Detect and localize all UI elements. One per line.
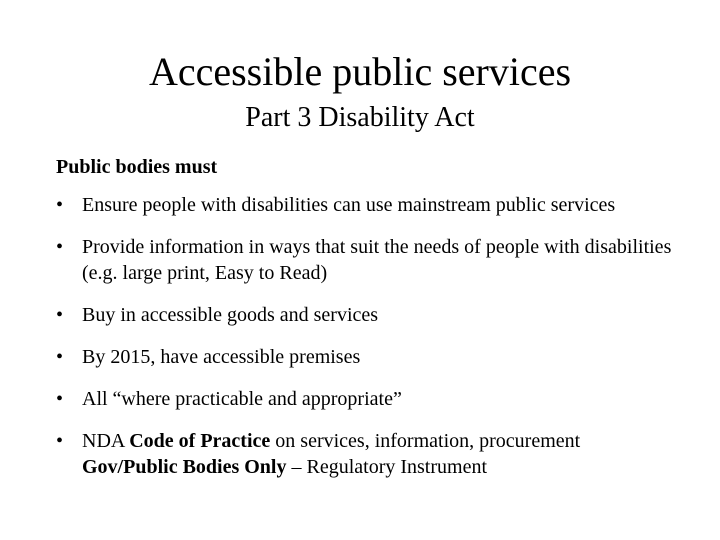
nda-text: NDA xyxy=(82,430,130,452)
bullet-item xyxy=(56,302,676,328)
bullet-item-code-of-practice xyxy=(56,428,676,480)
slide-title: Accessible public services xyxy=(148,49,572,94)
bullet-icon: • xyxy=(56,346,64,368)
bullet-text xyxy=(82,430,580,478)
bullet-icon: • xyxy=(56,236,64,258)
code-of-practice-text: Code of Practice xyxy=(129,430,271,452)
bullet-icon: • xyxy=(56,194,64,216)
bullet-icon: • xyxy=(56,388,64,410)
bullet-list xyxy=(56,192,676,496)
bullet-item xyxy=(56,344,676,370)
bullet-item xyxy=(56,192,676,218)
bullet-text: Ensure people with disabilities can use mainstream public services xyxy=(82,194,616,216)
bullet-text: Buy in accessible goods and services xyxy=(82,304,379,326)
bullet-text: All “where practicable and appropriate” xyxy=(82,388,402,410)
gov-bodies-text: Gov/Public Bodies Only xyxy=(82,456,287,478)
bullet-text: By 2015, have accessible premises xyxy=(82,346,361,368)
bullet-icon: • xyxy=(56,304,64,326)
bullet-item xyxy=(56,234,676,286)
bullet-text: Provide information in ways that suit the needs of people with disabilities (e.g. large print, Easy to Read) xyxy=(82,236,672,284)
bullet-item xyxy=(56,386,676,412)
lead-heading: Public bodies must xyxy=(56,156,218,178)
slide-subtitle xyxy=(0,101,720,135)
regulatory-text: – Regulatory Instrument xyxy=(286,456,488,478)
services-text: on services, information, procurement xyxy=(270,430,581,452)
slide-subtitle-text: Part 3 Disability Act xyxy=(245,102,475,133)
bullet-icon: • xyxy=(56,430,64,452)
